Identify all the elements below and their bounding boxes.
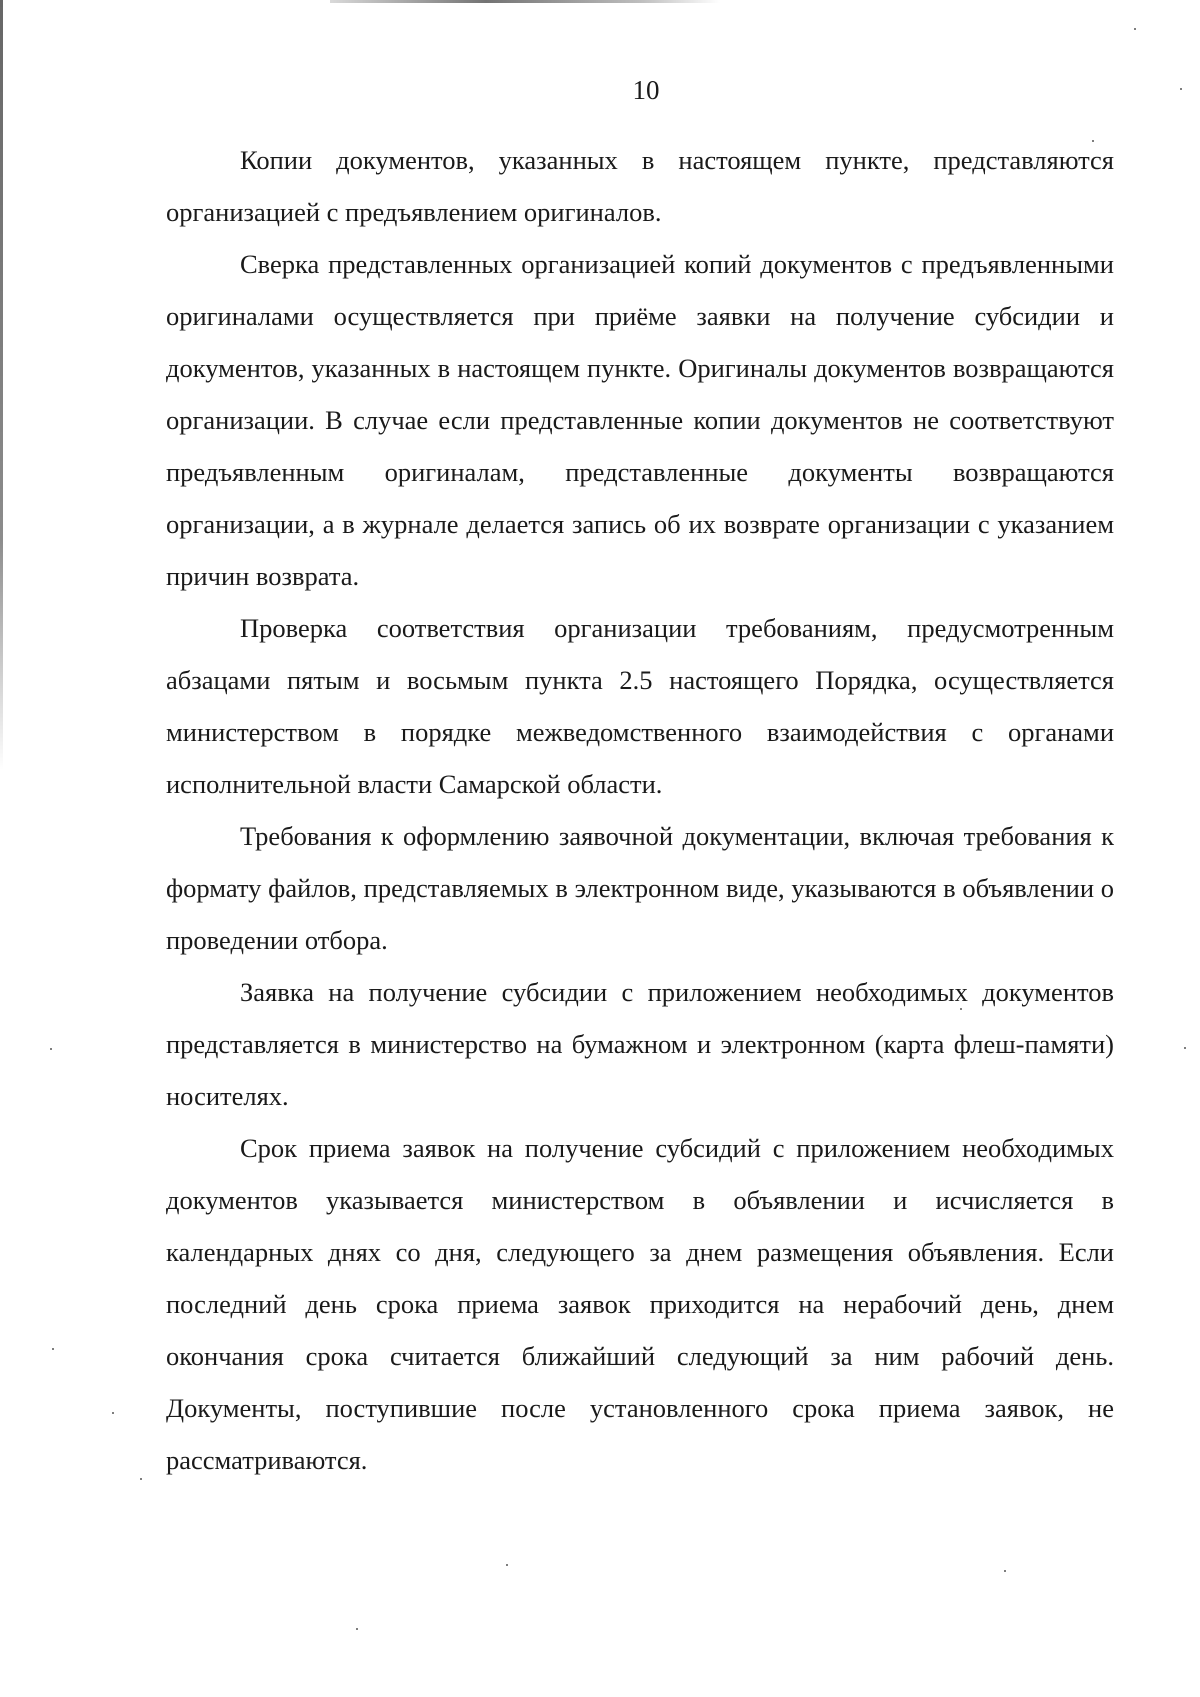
scan-speck [506,1564,508,1566]
scan-speck [50,1048,52,1050]
scan-speck [52,1348,54,1350]
paragraph: Срок приема заявок на получение субсидий с приложением необходимых документов указывается министерством в объявлении и исчисляется в календарных днях со дня, следующего за днем размещения объявления. Если последний день срока приема заявок приходится на нерабочий день, днем окончания срока считается ближайший следующий за ним рабочий день. Документы, поступившие после установленного срока приема заявок, не рассматриваются. [166,1133,1114,1475]
scan-speck [356,1628,358,1630]
scan-speck [140,1478,142,1480]
scan-top-edge [330,0,720,3]
paragraph: Требования к оформлению заявочной документации, включая требования к формату файлов, представляемых в электронном виде, указываются в объявлении о проведении отбора. [166,821,1114,955]
paragraph: Заявка на получение субсидии с приложением необходимых документов представляется в министерство на бумажном и электронном (карта флеш-памяти) носителях. [166,977,1114,1111]
paragraph: Копии документов, указанных в настоящем пункте, представляются организацией с предъявлением оригиналов. [166,145,1114,227]
page-number: 10 [632,75,660,105]
scan-speck [1184,1047,1186,1049]
scan-speck [112,1412,114,1414]
scan-left-edge [0,0,3,770]
scan-speck [1134,28,1136,30]
document-text [166,134,1114,1486]
paragraph: Проверка соответствия организации требованиям, предусмотренным абзацами пятым и восьмым пункта 2.5 настоящего Порядка, осуществляется министерством в порядке межведомственного взаимодействия с органами исполнительной власти Самарской области. [166,613,1114,799]
scan-speck [1004,1570,1006,1572]
paragraph: Сверка представленных организацией копий документов с предъявленными оригиналами осуществляется при приёме заявки на получение субсидии и документов, указанных в настоящем пункте. Оригиналы документов возвращаются организации. В случае если представленные копии документов не соответствуют предъявленным оригиналам, представленные документы возвращаются организации, а в журнале делается запись об их возврате организации с указанием причин возврата. [166,249,1114,591]
